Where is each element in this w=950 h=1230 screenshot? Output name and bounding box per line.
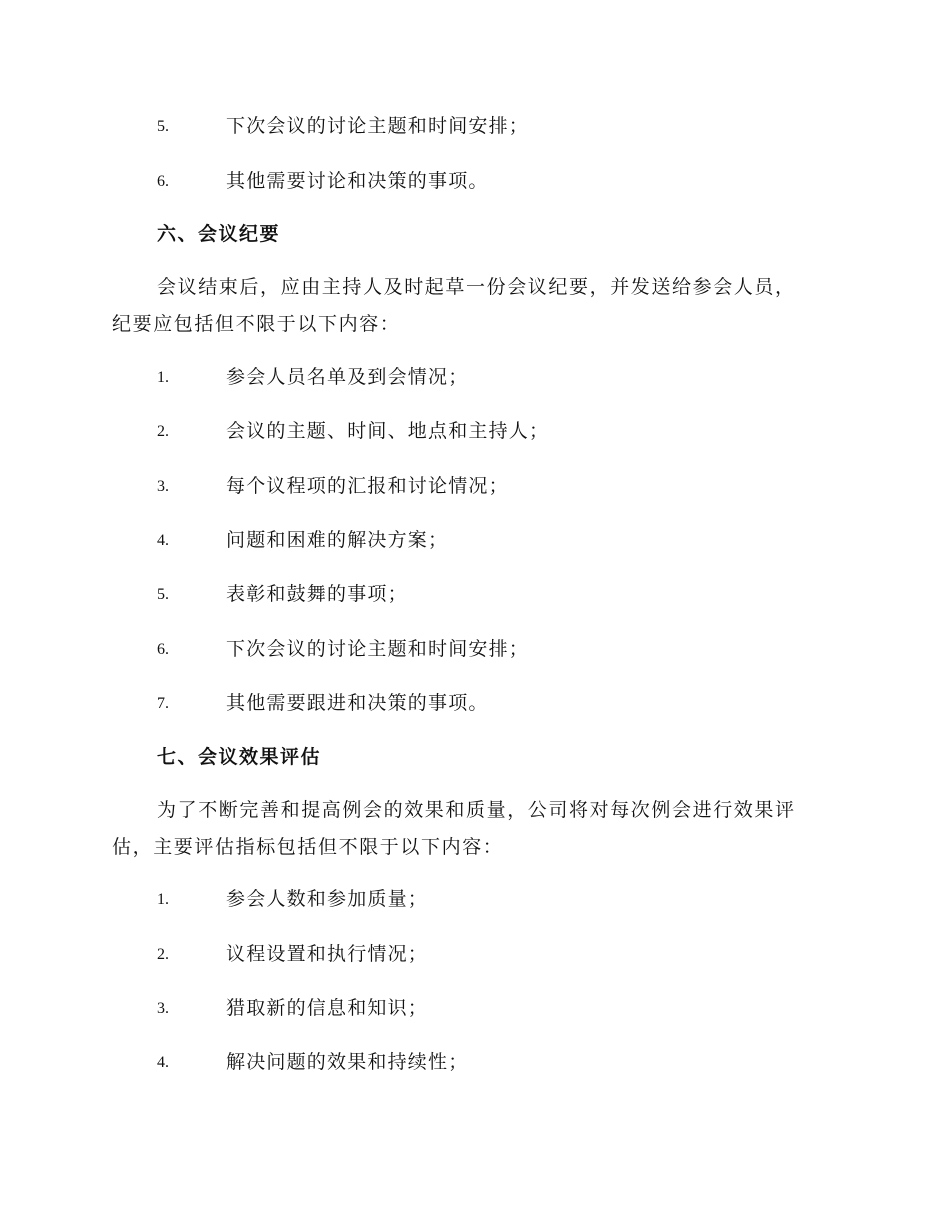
list-item-number: 2. [157, 423, 169, 440]
list-item-number: 6. [157, 173, 169, 190]
list-item-text: 表彰和鼓舞的事项； [226, 583, 408, 605]
paragraph-line: 会议结束后，应由主持人及时起草一份会议纪要，并发送给参会人员， [157, 276, 796, 298]
list-item-text: 猎取新的信息和知识； [226, 997, 429, 1019]
paragraph-line: 纪要应包括但不限于以下内容： [112, 313, 401, 335]
list-item-number: 4. [157, 532, 169, 549]
section-heading-minutes: 六、会议纪要 [157, 223, 281, 245]
list-item-text: 参会人员名单及到会情况； [226, 366, 469, 388]
list-item-text: 会议的主题、时间、地点和主持人； [226, 420, 550, 442]
list-item-number: 3. [157, 1000, 169, 1017]
list-item-text: 解决问题的效果和持续性； [226, 1051, 469, 1073]
list-item-number: 7. [157, 695, 169, 712]
list-item-number: 4. [157, 1054, 169, 1071]
list-item-number: 5. [157, 586, 169, 603]
list-item-number: 5. [157, 118, 169, 135]
list-item-number: 6. [157, 641, 169, 658]
list-item-number: 1. [157, 891, 169, 908]
list-item-number: 1. [157, 369, 169, 386]
list-item-number: 2. [157, 946, 169, 963]
list-item-text: 其他需要讨论和决策的事项。 [226, 170, 489, 192]
paragraph-line: 估，主要评估指标包括但不限于以下内容： [112, 836, 504, 858]
list-item-text: 下次会议的讨论主题和时间安排； [226, 115, 530, 137]
list-item-text: 议程设置和执行情况； [226, 943, 429, 965]
section-heading-evaluation: 七、会议效果评估 [157, 746, 322, 768]
list-item-text: 每个议程项的汇报和讨论情况； [226, 475, 509, 497]
list-item-text: 其他需要跟进和决策的事项。 [226, 692, 489, 714]
list-item-text: 下次会议的讨论主题和时间安排； [226, 638, 530, 660]
paragraph-line: 为了不断完善和提高例会的效果和质量，公司将对每次例会进行效果评 [157, 799, 796, 821]
list-item-number: 3. [157, 478, 169, 495]
list-item-text: 参会人数和参加质量； [226, 888, 429, 910]
list-item-text: 问题和困难的解决方案； [226, 529, 449, 551]
